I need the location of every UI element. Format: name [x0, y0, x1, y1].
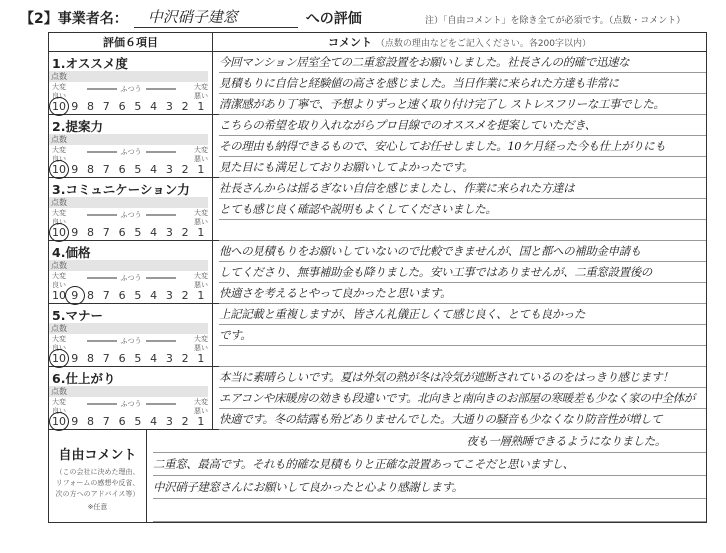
score-scale: [49, 334, 212, 366]
score-option[interactable]: 8: [87, 100, 95, 113]
evaluation-row: [49, 304, 706, 367]
score-option[interactable]: 2: [181, 163, 189, 176]
item-cell: [49, 52, 213, 114]
item-cell: [49, 367, 213, 429]
points-label: 点数: [49, 260, 208, 271]
comment-line: 見た目にも満足しておりお願いしてよかったです。: [219, 157, 706, 178]
score-option[interactable]: 5: [134, 100, 142, 113]
comment-cell: [213, 52, 706, 114]
score-option[interactable]: 2: [181, 100, 189, 113]
item-cell: [49, 178, 213, 240]
score-options: [52, 226, 208, 239]
score-option[interactable]: 8: [87, 289, 95, 302]
score-option[interactable]: 5: [134, 352, 142, 365]
points-label: 点数: [49, 134, 208, 145]
scale-neutral-label: ふつう: [81, 336, 181, 346]
score-option[interactable]: 3: [165, 352, 173, 365]
free-comment-description: （この会社に決めた理由、リフォームの感想や反省、次の方へのアドバイス等）: [55, 468, 140, 498]
score-option[interactable]: 9: [71, 415, 79, 428]
score-option[interactable]: 7: [102, 163, 110, 176]
company-name: 中沢硝子建窓: [134, 6, 298, 28]
comment-line: 快適です。冬の結露も殆どありませんでした。大通りの騒音も少なくなり防音性が増して: [219, 409, 706, 430]
comment-cell: [213, 178, 706, 240]
comment-line: とても感じ良く確認や説明もよくしてくださいました。: [219, 199, 706, 220]
score-option[interactable]: 6: [118, 226, 126, 239]
score-option[interactable]: 4: [150, 100, 158, 113]
score-option[interactable]: 5: [134, 226, 142, 239]
comment-cell: [213, 115, 706, 177]
header-items: 評価６項目: [49, 33, 213, 51]
score-option[interactable]: 2: [181, 289, 189, 302]
scale-bad-label: 大変悪い: [194, 209, 208, 226]
free-comment-row: [49, 430, 706, 522]
score-option[interactable]: 9: [71, 226, 79, 239]
score-option[interactable]: 2: [181, 415, 189, 428]
scale-neutral-label: ふつう: [81, 147, 181, 157]
score-option-selected[interactable]: 10: [52, 226, 66, 239]
score-option[interactable]: 7: [102, 226, 110, 239]
score-option[interactable]: 6: [118, 163, 126, 176]
score-option-selected[interactable]: 10: [52, 163, 66, 176]
table-header-row: [49, 33, 706, 52]
score-option[interactable]: 4: [150, 163, 158, 176]
score-option[interactable]: 9: [71, 163, 79, 176]
scale-good-label: 大変良い: [52, 146, 66, 163]
points-label: 点数: [49, 323, 208, 334]
scale-bad-label: 大変悪い: [194, 83, 208, 100]
comment-line: です。: [219, 325, 706, 346]
free-comment-line: 二重窓、最高です。それも的確な見積もりと正確な設置あってこそだと思いますし、: [153, 453, 706, 476]
score-option[interactable]: 1: [197, 100, 205, 113]
free-comment-title: 自由コメント: [58, 448, 137, 463]
score-option[interactable]: 10: [52, 289, 66, 302]
free-comment-cell: [147, 430, 706, 522]
scale-bad-label: 大変悪い: [194, 335, 208, 352]
score-option[interactable]: 8: [87, 163, 95, 176]
header-comment-label: コメント: [327, 36, 372, 49]
free-comment-label-cell: [49, 430, 147, 522]
free-comment-line: 夜も一層熟睡できるようになりました。: [153, 430, 706, 453]
evaluation-row: [49, 115, 706, 178]
free-comment-line: [153, 499, 706, 522]
item-title: 5.マナー: [52, 308, 103, 323]
score-option[interactable]: 6: [118, 289, 126, 302]
score-option[interactable]: 8: [87, 352, 95, 365]
scale-bad-label: 大変悪い: [194, 398, 208, 415]
scale-neutral-label: ふつう: [81, 399, 181, 409]
score-option[interactable]: 3: [165, 163, 173, 176]
score-options: [52, 289, 208, 302]
scale-neutral-label: ふつう: [81, 210, 181, 220]
comment-line: その理由も納得できるもので、安心してお任せしました。10ケ月経った今も仕上がりにも: [219, 136, 706, 157]
item-title: 1.オススメ度: [52, 56, 128, 71]
score-option[interactable]: 3: [165, 415, 173, 428]
scale-bad-label: 大変悪い: [194, 146, 208, 163]
score-option[interactable]: 5: [134, 163, 142, 176]
score-option[interactable]: 6: [118, 415, 126, 428]
score-option[interactable]: 4: [150, 289, 158, 302]
item-cell: [49, 304, 213, 366]
score-scale: [49, 208, 212, 240]
comment-line: 上記記載と重複しますが、皆さん礼儀正しくて感じ良く、とても良かった: [219, 304, 706, 325]
score-option[interactable]: 7: [102, 289, 110, 302]
score-option[interactable]: 4: [150, 352, 158, 365]
score-option[interactable]: 7: [102, 100, 110, 113]
comment-cell: [213, 304, 706, 366]
comment-line: 他への見積もりをお願いしていないので比較できませんが、国と都への補助金申請も: [219, 241, 706, 262]
score-option-selected[interactable]: 9: [68, 289, 82, 302]
score-option[interactable]: 4: [150, 415, 158, 428]
comment-cell: [213, 241, 706, 303]
comment-line: 見積もりに自信と経験値の高さを感じました。当日作業に来られた方達も非常に: [219, 73, 706, 94]
score-option[interactable]: 2: [181, 226, 189, 239]
score-option[interactable]: 3: [165, 289, 173, 302]
score-option-selected[interactable]: 10: [52, 415, 66, 428]
header-comment-note: （点数の理由などをご記入ください。各200字以内）: [375, 39, 592, 49]
required-note: 注）「自由コメント」を除き全てが必須です。（点数・コメント）: [425, 16, 686, 26]
score-options: [52, 352, 208, 365]
score-option[interactable]: 5: [134, 289, 142, 302]
comment-line: 今回マンション居室全ての二重窓設置をお願いしました。社長さんの的確で迅速な: [219, 52, 706, 73]
header-comment: [213, 34, 706, 50]
scale-neutral-label: ふつう: [81, 84, 181, 94]
form-header: [20, 6, 362, 28]
header-prefix: 【2】事業者名：: [20, 11, 128, 27]
comment-line: エアコンや床暖房の効きも段違いです。北向きと南向きのお部屋の寒暖差も少なく家の中全体が: [219, 388, 706, 409]
score-option[interactable]: 6: [118, 352, 126, 365]
score-scale: [49, 145, 212, 177]
score-option[interactable]: 6: [118, 100, 126, 113]
score-option[interactable]: 1: [197, 415, 205, 428]
item-cell: [49, 115, 213, 177]
score-option[interactable]: 2: [181, 352, 189, 365]
score-option[interactable]: 3: [165, 226, 173, 239]
item-title: 2.提案力: [52, 119, 103, 134]
comment-line: こちらの希望を取り入れながらプロ目線でのオススメを提案していただき、: [219, 115, 706, 136]
item-cell: [49, 241, 213, 303]
score-option[interactable]: 5: [134, 415, 142, 428]
score-option[interactable]: 1: [197, 163, 205, 176]
score-option[interactable]: 3: [165, 100, 173, 113]
evaluation-row: [49, 52, 706, 115]
comment-line: 清潔感があり丁寧で、予想よりずっと速く取り付け完了し ストレスフリーな工事でした。: [219, 94, 706, 115]
points-label: 点数: [49, 71, 208, 82]
comment-line: 本当に素晴らしいです。夏は外気の熱が冬は冷気が遮断されているのをはっきり感じます！: [219, 367, 706, 388]
score-options: [52, 415, 208, 428]
score-options: [52, 100, 208, 113]
score-scale: [49, 271, 212, 303]
score-option-selected[interactable]: 10: [52, 100, 66, 113]
scale-good-label: 大変良い: [52, 335, 66, 352]
item-title: 4.価格: [52, 245, 91, 260]
score-option[interactable]: 8: [87, 415, 95, 428]
free-comment-optional: ※任意: [87, 503, 108, 511]
evaluation-row: [49, 367, 706, 430]
comment-cell: [213, 367, 706, 429]
comment-line: 快適さを考えるとやって良かったと思います。: [219, 283, 706, 304]
scale-good-label: 大変良い: [52, 398, 66, 415]
score-option[interactable]: 7: [102, 352, 110, 365]
comment-line: [219, 346, 706, 367]
scale-neutral-label: ふつう: [81, 273, 181, 283]
score-option[interactable]: 1: [197, 352, 205, 365]
evaluation-table: [48, 32, 707, 523]
scale-bad-label: 大変悪い: [194, 272, 208, 289]
points-label: 点数: [49, 197, 208, 208]
evaluation-row: [49, 241, 706, 304]
scale-good-label: 大変良い: [52, 83, 66, 100]
comment-line: 社長さんからは揺るぎない自信を感じましたし、作業に来られた方達は: [219, 178, 706, 199]
free-comment-line: 中沢硝子建窓さんにお願いして良かったと心より感謝します。: [153, 476, 706, 499]
score-option[interactable]: 1: [197, 226, 205, 239]
score-option[interactable]: 8: [87, 226, 95, 239]
score-scale: [49, 82, 212, 114]
item-title: 3.コミュニケーション力: [52, 182, 190, 197]
scale-good-label: 大変良い: [52, 209, 66, 226]
evaluation-row: [49, 178, 706, 241]
score-option[interactable]: 9: [71, 100, 79, 113]
item-title: 6.仕上がり: [52, 371, 116, 386]
points-label: 点数: [49, 386, 208, 397]
score-option[interactable]: 4: [150, 226, 158, 239]
score-option[interactable]: 9: [71, 352, 79, 365]
scale-good-label: 大変良い: [52, 272, 66, 289]
header-suffix: への評価: [305, 11, 362, 27]
score-option[interactable]: 7: [102, 415, 110, 428]
score-option-selected[interactable]: 10: [52, 352, 66, 365]
score-scale: [49, 397, 212, 429]
comment-line: してくださり、無事補助金も降りました。安い工事ではありませんが、二重窓設置後の: [219, 262, 706, 283]
score-options: [52, 163, 208, 176]
comment-line: [219, 220, 706, 241]
score-option[interactable]: 1: [197, 289, 205, 302]
